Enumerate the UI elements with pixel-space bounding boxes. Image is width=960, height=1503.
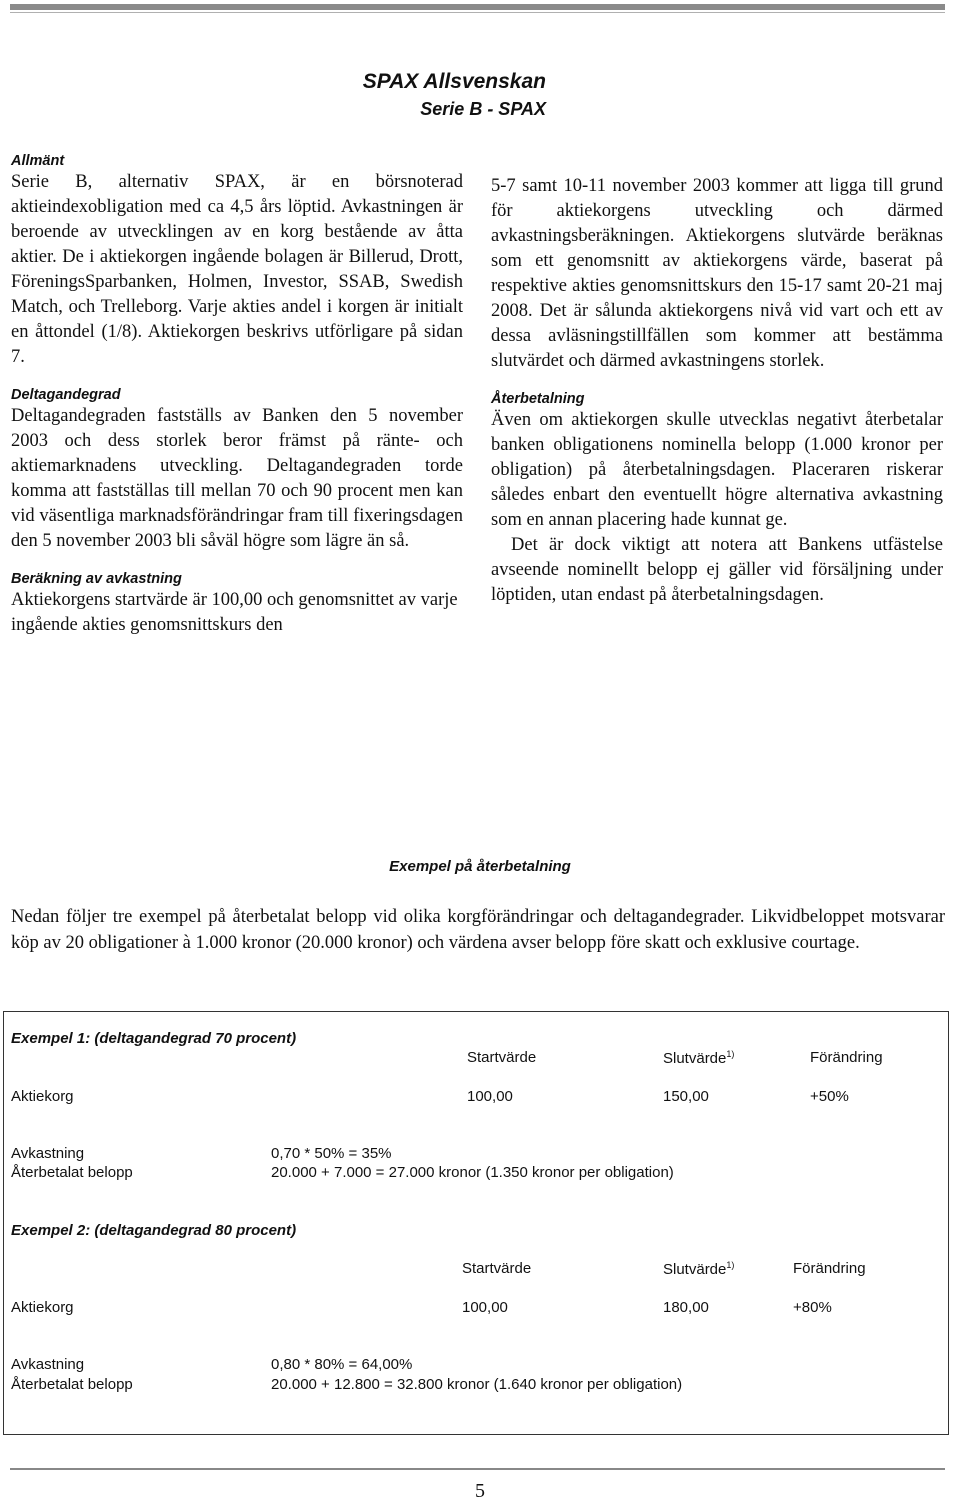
column-header-start: Startvärde (467, 1049, 537, 1066)
value-end: 180,00 (663, 1299, 709, 1316)
right-column (491, 174, 943, 608)
row-label-aktiekorg: Aktiekorg (11, 1299, 74, 1316)
aterbetalat-value: 20.000 + 12.800 = 32.800 kronor (1.640 kronor per obligation) (271, 1376, 683, 1393)
section-heading-allmant: Allmänt (11, 153, 65, 169)
page-number: 5 (475, 1480, 485, 1502)
column-header-end: Slutvärde$^{1)}$ (663, 1260, 735, 1278)
aterbetalat-label: Återbetalat belopp (11, 1376, 133, 1393)
column-header-change: Förändring (810, 1049, 883, 1066)
value-change: +50% (810, 1088, 849, 1105)
example-heading: Exempel 1: (deltagandegrad 70 procent) (11, 1030, 297, 1047)
document-title: SPAX Allsvenskan (362, 70, 546, 93)
aterbetalat-value: 20.000 + 7.000 = 27.000 kronor (1.350 kronor per obligation) (271, 1164, 674, 1181)
value-end: 150,00 (663, 1088, 709, 1105)
section-text-aterbetalning-1: Även om aktiekorgen skulle utvecklas negativt återbetalar banken obligationens nominella belopp (1.000 kronor per obligation) på återbetalningsdagen. Placeraren riskerar således enbart den eventuellt högre alternativa avkastning som en annan placering hade kunnat ge. (491, 410, 943, 530)
section-heading-aterbetalning: Återbetalning (491, 391, 585, 407)
aterbetalat-label: Återbetalat belopp (11, 1164, 133, 1181)
example-section-title: Exempel på återbetalning (389, 858, 571, 875)
value-start: 100,00 (467, 1088, 513, 1105)
examples-box (3, 1011, 949, 1435)
column-header-start: Startvärde (462, 1260, 532, 1277)
example-heading: Exempel 2: (deltagandegrad 80 procent) (11, 1222, 297, 1239)
section-heading-berakning: Beräkning av avkastning (11, 571, 182, 587)
avkastning-value: 0,80 * 80% = 64,00% (271, 1356, 413, 1373)
left-column (11, 152, 463, 638)
top-thin-rule (10, 12, 945, 13)
value-change: +80% (793, 1299, 832, 1316)
top-rule (10, 4, 945, 10)
section-text-deltagandegrad: Deltagandegraden fastställs av Banken den 5 november 2003 och dess storlek beror främst på ränte- och aktiemarknadens utveckling. Deltagandegraden torde komma att fastställas till mellan 70 och 90 procent men kan vid väsentliga marknadsförändringar fram till fixeringsdagen den 5 november 2003 bli såväl högre som lägre än så. (11, 406, 463, 551)
section-text-aterbetalning-2: Det är dock viktigt att notera att Bankens utfästelse avseende nominellt belopp ej gäller vid försäljning under löptiden, utan endast på återbetalningsdagen. (491, 535, 943, 605)
section-text-berakning: Aktiekorgens startvärde är 100,00 och genomsnittet av varje ingående akties genomsnittskurs den (11, 590, 458, 635)
document-subtitle: Serie B - SPAX (420, 99, 546, 119)
row-label-aktiekorg: Aktiekorg (11, 1088, 74, 1105)
column-header-end: Slutvärde$^{1)}$ (663, 1049, 735, 1067)
section-text-allmant: Serie B, alternativ SPAX, är en börsnoterad aktieindexobligation med ca 4,5 års löptid. Avkastningen är beroende av utvecklingen av en korg bestående av åtta aktier. De i aktiekorgen ingående bolagen är Billerud, Drott, FöreningsSparbanken, Holmen, Investor, SSAB, Swedish Match, och Trelleborg. Varje akties andel i korgen är initialt en åttondel (1/8). Aktiekorgen beskrivs utförligare på sidan 7. (11, 172, 463, 367)
avkastning-value: 0,70 * 50% = 35% (271, 1145, 392, 1162)
column-header-change: Förändring (793, 1260, 866, 1277)
bottom-rule (10, 1468, 945, 1470)
example-intro-text: Nedan följer tre exempel på återbetalat belopp vid olika korgförändringar och deltagandegrader. Likvidbeloppet motsvarar köp av 20 obligationer à 1.000 kronor (20.000 kronor) och värdena avser belopp före skatt och exklusive courtage. (11, 907, 945, 953)
avkastning-label: Avkastning (11, 1356, 85, 1373)
avkastning-label: Avkastning (11, 1145, 85, 1162)
value-start: 100,00 (462, 1299, 508, 1316)
continuation-text: 5-7 samt 10-11 november 2003 kommer att ligga till grund för aktiekorgens utveckling och därmed avkastningsberäkningen. Aktiekorgens slutvärde beräknas som ett genomsnitt av aktiekorgens värde, baserat på respektive akties genomsnittskurs den 15-17 samt 20-21 maj 2008. Det är sålunda aktiekorgens nivå vid vart och ett av dessa avläsningstillfällen som kommer att bestämma slutvärdet och därmed avkastningens storlek. (491, 176, 943, 371)
section-heading-deltagandegrad: Deltagandegrad (11, 387, 121, 403)
